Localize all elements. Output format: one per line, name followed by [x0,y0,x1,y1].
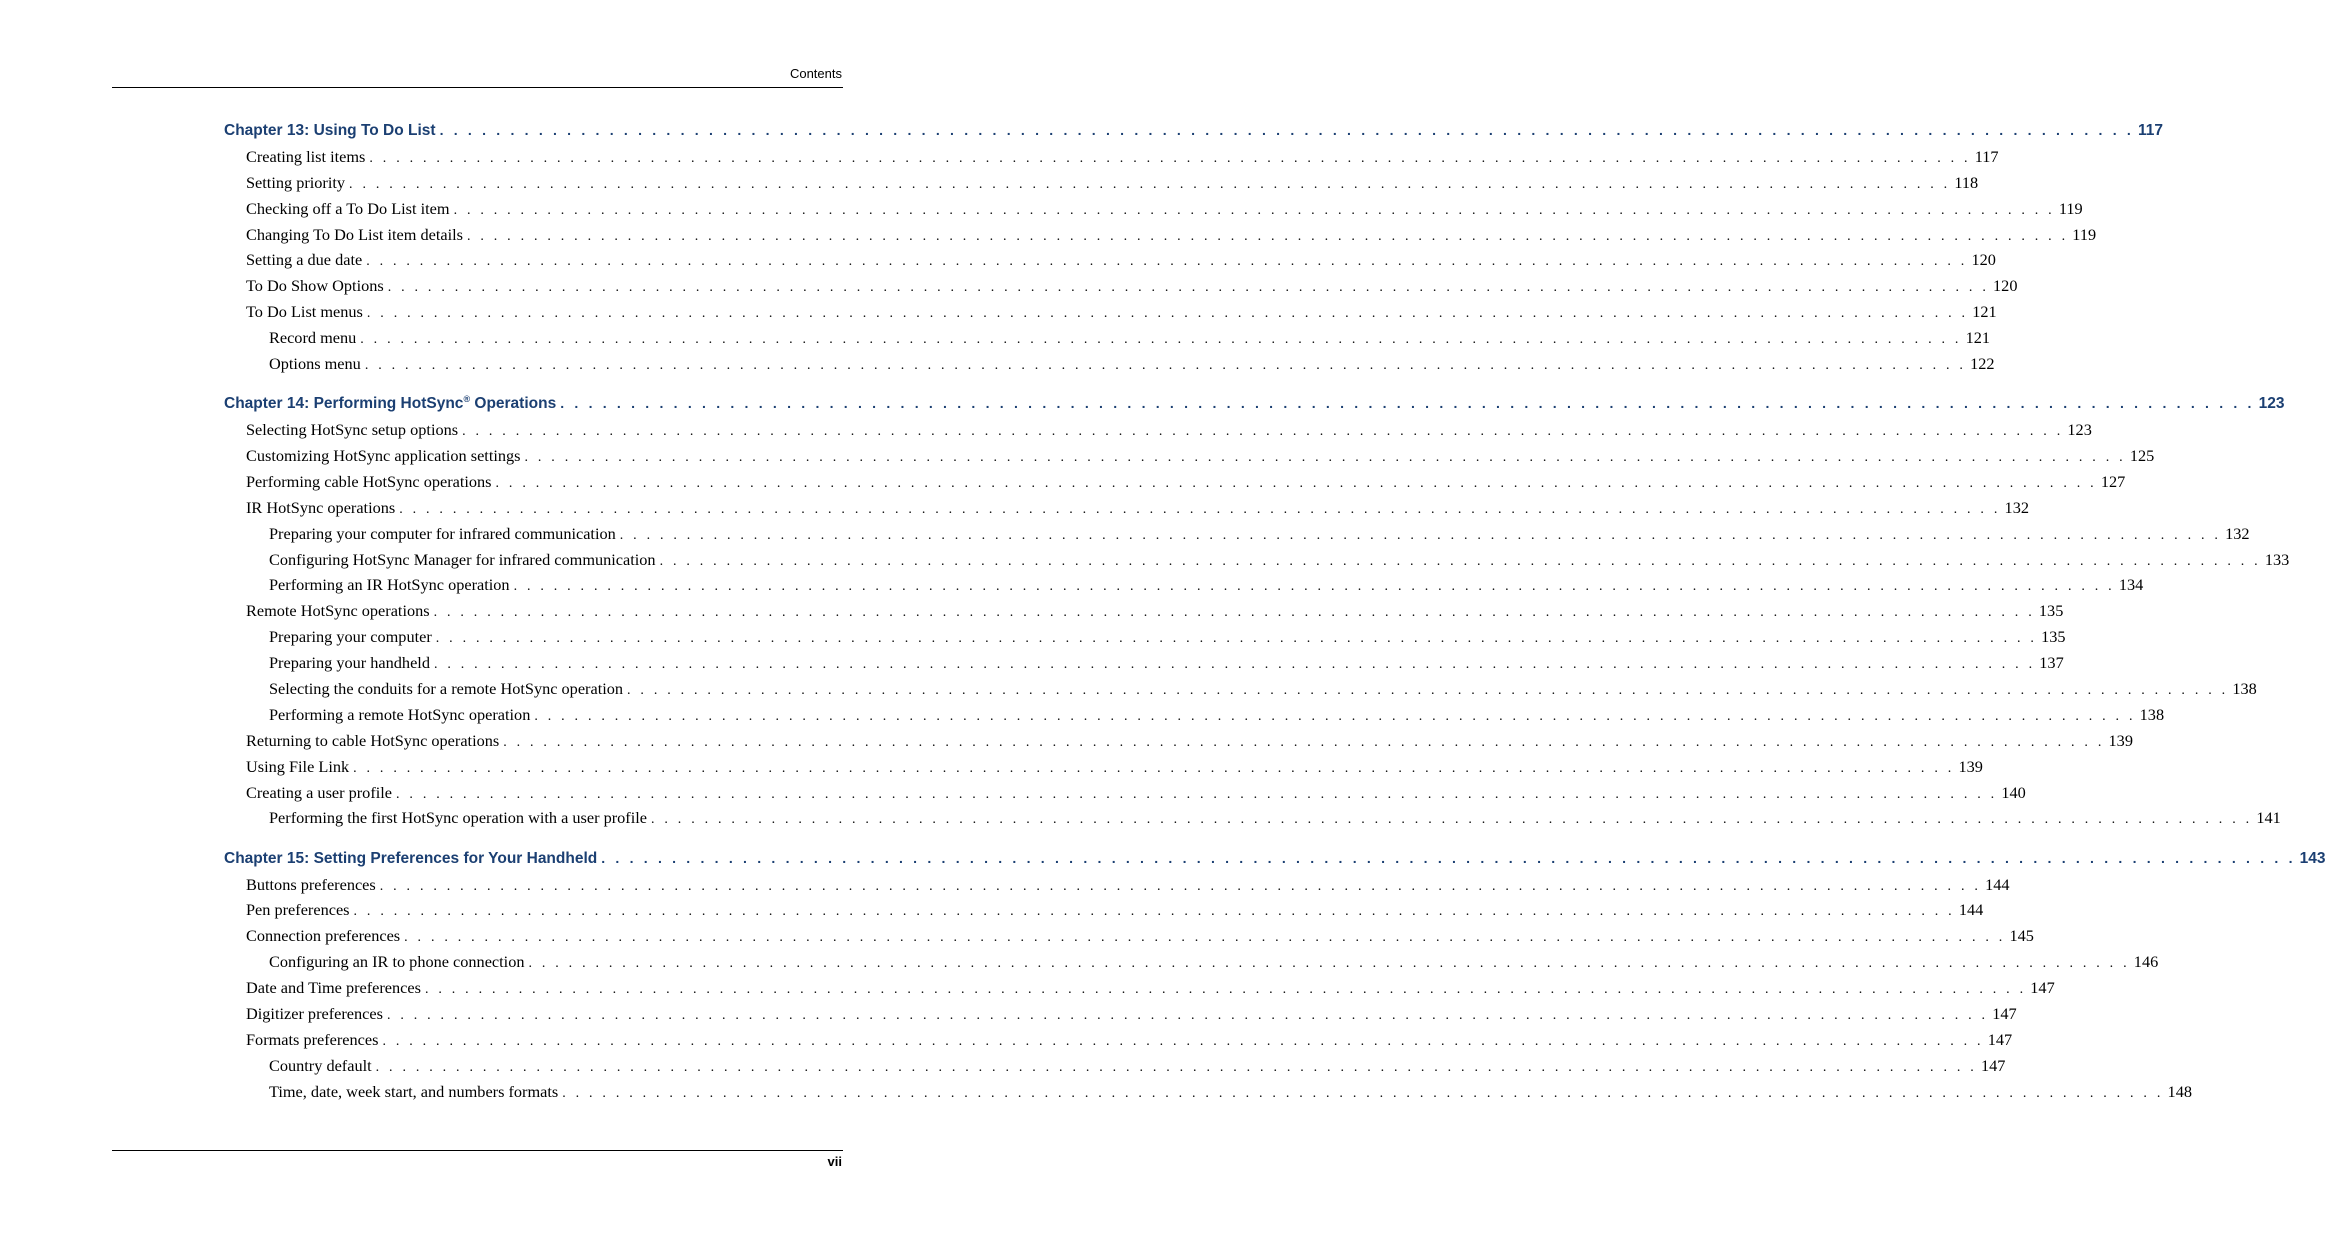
dot-leader: . . . . . . . . . . . . . . . . . . . . . . . . . . . . . . . . . . . . . . . . . . . . . . . . . . . . . . . . . . . . . . . . . . . . . . . . . . . . . . . . . . . . . . . . . . . . . . . . . . . . . . . . . . . . . . . . . . . . . . . . [462,424,2064,440]
header-label: Contents [789,66,842,81]
dot-leader: . . . . . . . . . . . . . . . . . . . . . . . . . . . . . . . . . . . . . . . . . . . . . . . . . . . . . . . . . . . . . . . . . . . . . . . . . . . . . . . . . . . . . . . . . . . . . . . . . . . . . . . . . . . . . . . . . . . . . . . . [560,395,2255,412]
dot-leader: . . . . . . . . . . . . . . . . . . . . . . . . . . . . . . . . . . . . . . . . . . . . . . . . . . . . . . . . . . . . . . . . . . . . . . . . . . . . . . . . . . . . . . . . . . . . . . . . . . . . . . . . . . . . . . . . . . . . . . . . [495,475,2097,491]
toc-entry-title: Creating list items [246,146,366,166]
toc-entry-title: Record menu [269,328,357,348]
toc-entry[interactable] [224,975,2055,1001]
toc-entry-title: Remote HotSync operations [246,601,430,621]
toc-entry-title: Checking off a To Do List item [246,198,450,218]
toc-entry-title: Buttons preferences [246,874,376,894]
toc-entry[interactable] [224,1079,2192,1105]
footer-rule [112,1150,843,1151]
toc-entry-title: Returning to cable HotSync operations [246,730,500,750]
dot-leader: . . . . . . . . . . . . . . . . . . . . . . . . . . . . . . . . . . . . . . . . . . . . . . . . . . . . . . . . . . . . . . . . . . . . . . . . . . . . . . . . . . . . . . . . . . . . . . . . . . . . . . . . . . . . . . . . . . . . . . . . [562,1085,2164,1101]
dot-leader: . . . . . . . . . . . . . . . . . . . . . . . . . . . . . . . . . . . . . . . . . . . . . . . . . . . . . . . . . . . . . . . . . . . . . . . . . . . . . . . . . . . . . . . . . . . . . . . . . . . . . . . . . . . . . . . . . . . . . . . . [513,579,2115,595]
toc-entry-page-number: 132 [2225,523,2250,543]
dot-leader: . . . . . . . . . . . . . . . . . . . . . . . . . . . . . . . . . . . . . . . . . . . . . . . . . . . . . . . . . . . . . . . . . . . . . . . . . . . . . . . . . . . . . . . . . . . . . . . . . . . . . . . . . . . . . . . . . . . . . . . . [349,176,1951,192]
toc-entry[interactable] [224,923,2034,949]
toc-entry-page-number: 138 [2232,679,2257,698]
toc-entry-title: Country default [269,1055,372,1075]
toc-entry-page-number: 134 [2118,575,2144,595]
dot-leader: . . . . . . . . . . . . . . . . . . . . . . . . . . . . . . . . . . . . . . . . . . . . . . . . . . . . . . . . . . . . . . . . . . . . . . . . . . . . . . . . . . . . . . . . . . . . . . . . . . . . . . . . . . . . . . . . . . . . . . . . [466,228,2069,244]
toc-entry-page-number: 121 [1972,302,1997,322]
toc-entry-page-number: 139 [1958,756,1983,776]
toc-entry-title: To Do List menus [246,302,363,322]
dot-leader: . . . . . . . . . . . . . . . . . . . . . . . . . . . . . . . . . . . . . . . . . . . . . . . . . . . . . . . . . . . . . . . . . . . . . . . . . . . . . . . . . . . . . . . . . . . . . . . . . . . . . . . . . . . . . . . . . . . . . . . . [601,849,2296,866]
toc-entry-title: IR HotSync operations [246,497,396,517]
toc-entry-page-number: 138 [2139,704,2165,724]
toc-entry[interactable] [224,521,2250,547]
toc-entry-page-number: 144 [1985,874,2010,894]
toc-entry[interactable] [224,144,1999,170]
toc-entry-title: Customizing HotSync application settings [246,445,521,465]
toc-entry-title: Digitizer preferences [246,1003,383,1023]
toc-entry[interactable] [224,1001,2017,1027]
toc-entry[interactable] [224,598,2064,624]
toc-entry-page-number: 148 [2167,1081,2192,1101]
toc-entry-title: Performing cable HotSync operations [246,471,492,491]
dot-leader: . . . . . . . . . . . . . . . . . . . . . . . . . . . . . . . . . . . . . . . . . . . . . . . . . . . . . . . . . . . . . . . . . . . . . . . . . . . . . . . . . . . . . . . . . . . . . . . . . . . . . . . . . . . . . . . . . . . . . . . . [399,501,2001,517]
toc-entry[interactable] [224,325,1990,351]
toc-entry-page-number: 122 [1970,354,1995,374]
toc-entry[interactable] [224,949,2159,975]
toc-entry-page-number: 132 [2004,497,2029,517]
dot-leader: . . . . . . . . . . . . . . . . . . . . . . . . . . . . . . . . . . . . . . . . . . . . . . . . . . . . . . . . . . . . . . . . . . . . . . . . . . . . . . . . . . . . . . . . . . . . . . . . . . . . . . . . . . . . . . . . . . . . . . . . [439,122,2134,138]
toc-entry-page-number: 146 [2133,952,2159,972]
toc-entry-title: Chapter 15: Setting Preferences for Your Handheld [224,849,598,867]
toc-entry-title: Performing an IR HotSync operation [269,575,510,595]
dot-leader: . . . . . . . . . . . . . . . . . . . . . . . . . . . . . . . . . . . . . . . . . . . . . . . . . . . . . . . . . . . . . . . . . . . . . . . . . . . . . . . . . . . . . . . . . . . . . . . . . . . . . . . . . . . . . . . . . . . . . . . . [353,904,1955,920]
toc-entry[interactable] [224,299,1997,325]
toc-entry-page-number: 123 [2067,420,2092,440]
toc-entry[interactable] [224,443,2155,469]
dot-leader: . . . . . . . . . . . . . . . . . . . . . . . . . . . . . . . . . . . . . . . . . . . . . . . . . . . . . . . . . . . . . . . . . . . . . . . . . . . . . . . . . . . . . . . . . . . . . . . . . . . . . . . . . . . . . . . . . . . . . . . . [379,878,1982,894]
toc-entry-page-number: 117 [2138,122,2164,139]
toc-entry-page-number: 147 [1980,1055,2006,1075]
toc-entry[interactable] [224,650,2064,676]
dot-leader: . . . . . . . . . . . . . . . . . . . . . . . . . . . . . . . . . . . . . . . . . . . . . . . . . . . . . . . . . . . . . . . . . . . . . . . . . . . . . . . . . . . . . . . . . . . . . . . . . . . . . . . . . . . . . . . . . . . . . . . . [534,708,2136,724]
dot-leader: . . . . . . . . . . . . . . . . . . . . . . . . . . . . . . . . . . . . . . . . . . . . . . . . . . . . . . . . . . . . . . . . . . . . . . . . . . . . . . . . . . . . . . . . . . . . . . . . . . . . . . . . . . . . . . . . . . . . . . . . [366,254,1968,270]
toc-entry[interactable] [224,1027,2013,1053]
dot-leader: . . . . . . . . . . . . . . . . . . . . . . . . . . . . . . . . . . . . . . . . . . . . . . . . . . . . . . . . . . . . . . . . . . . . . . . . . . . . . . . . . . . . . . . . . . . . . . . . . . . . . . . . . . . . . . . . . . . . . . . . [619,527,2222,543]
dot-leader: . . . . . . . . . . . . . . . . . . . . . . . . . . . . . . . . . . . . . . . . . . . . . . . . . . . . . . . . . . . . . . . . . . . . . . . . . . . . . . . . . . . . . . . . . . . . . . . . . . . . . . . . . . . . . . . . . . . . . . . . [659,553,2261,569]
toc-entry-page-number: 119 [2058,198,2083,218]
dot-leader: . . . . . . . . . . . . . . . . . . . . . . . . . . . . . . . . . . . . . . . . . . . . . . . . . . . . . . . . . . . . . . . . . . . . . . . . . . . . . . . . . . . . . . . . . . . . . . . . . . . . . . . . . . . . . . . . . . . . . . . . [404,930,2006,946]
toc-entry-page-number: 135 [2041,627,2066,647]
toc-entry[interactable] [224,897,1984,923]
toc-entry-title: Preparing your computer for infrared communication [269,523,616,543]
toc-entry[interactable] [224,196,2083,222]
table-of-contents [224,118,2326,1105]
toc-entry-page-number: 117 [1974,146,1999,166]
toc-entry-page-number: 143 [2299,849,2326,867]
dot-leader: . . . . . . . . . . . . . . . . . . . . . . . . . . . . . . . . . . . . . . . . . . . . . . . . . . . . . . . . . . . . . . . . . . . . . . . . . . . . . . . . . . . . . . . . . . . . . . . . . . . . . . . . . . . . . . . . . . . . . . . . [433,605,2035,621]
toc-entry[interactable] [224,351,1995,377]
toc-entry[interactable] [224,872,2010,898]
toc-entry-page-number: 119 [2072,224,2097,244]
dot-leader: . . . . . . . . . . . . . . . . . . . . . . . . . . . . . . . . . . . . . . . . . . . . . . . . . . . . . . . . . . . . . . . . . . . . . . . . . . . . . . . . . . . . . . . . . . . . . . . . . . . . . . . . . . . . . . . . . . . . . . . . [366,306,1969,322]
dot-leader: . . . . . . . . . . . . . . . . . . . . . . . . . . . . . . . . . . . . . . . . . . . . . . . . . . . . . . . . . . . . . . . . . . . . . . . . . . . . . . . . . . . . . . . . . . . . . . . . . . . . . . . . . . . . . . . . . . . . . . . . [396,786,1998,802]
toc-entry[interactable] [224,417,2092,443]
toc-entry[interactable] [224,469,2126,495]
toc-entry[interactable] [224,170,1979,196]
toc-entry-title: Connection preferences [246,926,401,946]
dot-leader: . . . . . . . . . . . . . . . . . . . . . . . . . . . . . . . . . . . . . . . . . . . . . . . . . . . . . . . . . . . . . . . . . . . . . . . . . . . . . . . . . . . . . . . . . . . . . . . . . . . . . . . . . . . . . . . . . . . . . . . . [433,657,2036,673]
dot-leader: . . . . . . . . . . . . . . . . . . . . . . . . . . . . . . . . . . . . . . . . . . . . . . . . . . . . . . . . . . . . . . . . . . . . . . . . . . . . . . . . . . . . . . . . . . . . . . . . . . . . . . . . . . . . . . . . . . . . . . . . [386,1007,1989,1023]
toc-entry-title: Preparing your computer [269,627,432,647]
footer-page-number: vii [827,1154,842,1169]
toc-entry-title: Performing the first HotSync operation with a user profile [269,808,647,828]
toc-entry-page-number: 127 [2100,471,2126,491]
toc-entry[interactable] [224,572,2144,598]
toc-entry-page-number: 123 [2258,395,2285,413]
toc-chapter-entry[interactable] [224,846,2326,872]
toc-entry-title: Options menu [269,354,361,374]
dot-leader: . . . . . . . . . . . . . . . . . . . . . . . . . . . . . . . . . . . . . . . . . . . . . . . . . . . . . . . . . . . . . . . . . . . . . . . . . . . . . . . . . . . . . . . . . . . . . . . . . . . . . . . . . . . . . . . . . . . . . . . . [364,358,1967,374]
toc-entry-page-number: 121 [1965,328,1990,348]
dot-leader: . . . . . . . . . . . . . . . . . . . . . . . . . . . . . . . . . . . . . . . . . . . . . . . . . . . . . . . . . . . . . . . . . . . . . . . . . . . . . . . . . . . . . . . . . . . . . . . . . . . . . . . . . . . . . . . . . . . . . . . . [524,449,2126,465]
toc-entry-page-number: 120 [1971,250,1996,270]
toc-entry[interactable] [224,495,2029,521]
toc-entry-page-number: 120 [1993,276,2018,296]
toc-entry-title: Changing To Do List item details [246,224,463,244]
toc-entry-page-number: 139 [2108,730,2133,750]
toc-entry-page-number: 137 [2039,653,2064,673]
toc-entry-page-number: 147 [2030,978,2055,998]
toc-entry-title: Time, date, week start, and numbers formats [269,1081,559,1101]
header-rule [112,87,843,88]
toc-entry[interactable] [224,222,2097,248]
toc-entry-page-number: 133 [2264,549,2290,569]
toc-entry-page-number: 144 [1958,900,1984,920]
dot-leader: . . . . . . . . . . . . . . . . . . . . . . . . . . . . . . . . . . . . . . . . . . . . . . . . . . . . . . . . . . . . . . . . . . . . . . . . . . . . . . . . . . . . . . . . . . . . . . . . . . . . . . . . . . . . . . . . . . . . . . . . [528,956,2130,972]
dot-leader: . . . . . . . . . . . . . . . . . . . . . . . . . . . . . . . . . . . . . . . . . . . . . . . . . . . . . . . . . . . . . . . . . . . . . . . . . . . . . . . . . . . . . . . . . . . . . . . . . . . . . . . . . . . . . . . . . . . . . . . . [424,982,2027,998]
dot-leader: . . . . . . . . . . . . . . . . . . . . . . . . . . . . . . . . . . . . . . . . . . . . . . . . . . . . . . . . . . . . . . . . . . . . . . . . . . . . . . . . . . . . . . . . . . . . . . . . . . . . . . . . . . . . . . . . . . . . . . . . [382,1033,1984,1049]
dot-leader: . . . . . . . . . . . . . . . . . . . . . . . . . . . . . . . . . . . . . . . . . . . . . . . . . . . . . . . . . . . . . . . . . . . . . . . . . . . . . . . . . . . . . . . . . . . . . . . . . . . . . . . . . . . . . . . . . . . . . . . . [369,150,1971,166]
toc-entry-page-number: 141 [2256,808,2281,828]
dot-leader: . . . . . . . . . . . . . . . . . . . . . . . . . . . . . . . . . . . . . . . . . . . . . . . . . . . . . . . . . . . . . . . . . . . . . . . . . . . . . . . . . . . . . . . . . . . . . . . . . . . . . . . . . . . . . . . . . . . . . . . . [627,683,2229,698]
toc-entry-title: Creating a user profile [246,782,393,802]
toc-entry-title: Setting priority [246,172,346,192]
toc-entry-title: Performing a remote HotSync operation [269,704,531,724]
toc-entry[interactable] [224,754,1983,780]
toc-entry[interactable] [224,805,2281,831]
toc-entry-title: Chapter 14: Performing HotSync® Operations [224,394,557,413]
toc-entry[interactable] [224,728,2133,754]
toc-entry-page-number: 145 [2009,926,2034,946]
toc-entry-page-number: 135 [2038,601,2064,621]
toc-chapter-entry[interactable] [224,391,2285,417]
toc-entry-title: Configuring an IR to phone connection [269,952,525,972]
toc-entry[interactable] [224,624,2066,650]
dot-leader: . . . . . . . . . . . . . . . . . . . . . . . . . . . . . . . . . . . . . . . . . . . . . . . . . . . . . . . . . . . . . . . . . . . . . . . . . . . . . . . . . . . . . . . . . . . . . . . . . . . . . . . . . . . . . . . . . . . . . . . . [435,631,2038,647]
toc-entry-page-number: 147 [1987,1029,2013,1049]
toc-entry[interactable] [224,1053,2006,1079]
toc-entry[interactable] [224,273,2018,299]
toc-entry-title: Chapter 13: Using To Do List [224,122,436,139]
dot-leader: . . . . . . . . . . . . . . . . . . . . . . . . . . . . . . . . . . . . . . . . . . . . . . . . . . . . . . . . . . . . . . . . . . . . . . . . . . . . . . . . . . . . . . . . . . . . . . . . . . . . . . . . . . . . . . . . . . . . . . . . [387,280,1990,296]
toc-entry-title: Formats preferences [246,1029,379,1049]
dot-leader: . . . . . . . . . . . . . . . . . . . . . . . . . . . . . . . . . . . . . . . . . . . . . . . . . . . . . . . . . . . . . . . . . . . . . . . . . . . . . . . . . . . . . . . . . . . . . . . . . . . . . . . . . . . . . . . . . . . . . . . . [360,332,1962,348]
toc-chapter-entry[interactable] [224,118,2164,144]
toc-entry-page-number: 118 [1954,172,1979,192]
toc-entry-title: Using File Link [246,756,350,776]
toc-entry-title: Setting a due date [246,250,363,270]
dot-leader: . . . . . . . . . . . . . . . . . . . . . . . . . . . . . . . . . . . . . . . . . . . . . . . . . . . . . . . . . . . . . . . . . . . . . . . . . . . . . . . . . . . . . . . . . . . . . . . . . . . . . . . . . . . . . . . . . . . . . . . . [375,1059,1977,1075]
toc-entry-title: Pen preferences [246,900,350,920]
toc-entry[interactable] [224,702,2165,728]
toc-entry-page-number: 147 [1992,1003,2017,1023]
toc-entry[interactable] [224,676,2257,702]
toc-entry-title: Configuring HotSync Manager for infrared communication [269,549,656,569]
toc-entry-title: To Do Show Options [246,276,384,296]
toc-entry-title: Selecting HotSync setup options [246,420,459,440]
toc-entry-page-number: 140 [2001,782,2026,802]
toc-entry-title: Preparing your handheld [269,653,430,673]
dot-leader: . . . . . . . . . . . . . . . . . . . . . . . . . . . . . . . . . . . . . . . . . . . . . . . . . . . . . . . . . . . . . . . . . . . . . . . . . . . . . . . . . . . . . . . . . . . . . . . . . . . . . . . . . . . . . . . . . . . . . . . . [353,760,1955,776]
toc-entry-page-number: 125 [2129,445,2155,465]
toc-entry-title: Selecting the conduits for a remote HotSync operation [269,679,624,698]
toc-entry[interactable] [224,247,1996,273]
dot-leader: . . . . . . . . . . . . . . . . . . . . . . . . . . . . . . . . . . . . . . . . . . . . . . . . . . . . . . . . . . . . . . . . . . . . . . . . . . . . . . . . . . . . . . . . . . . . . . . . . . . . . . . . . . . . . . . . . . . . . . . . [651,812,2253,828]
toc-entry[interactable] [224,780,2026,806]
toc-entry-title: Date and Time preferences [246,978,421,998]
dot-leader: . . . . . . . . . . . . . . . . . . . . . . . . . . . . . . . . . . . . . . . . . . . . . . . . . . . . . . . . . . . . . . . . . . . . . . . . . . . . . . . . . . . . . . . . . . . . . . . . . . . . . . . . . . . . . . . . . . . . . . . . [453,202,2055,218]
toc-entry[interactable] [224,547,2290,573]
dot-leader: . . . . . . . . . . . . . . . . . . . . . . . . . . . . . . . . . . . . . . . . . . . . . . . . . . . . . . . . . . . . . . . . . . . . . . . . . . . . . . . . . . . . . . . . . . . . . . . . . . . . . . . . . . . . . . . . . . . . . . . . [503,734,2105,750]
